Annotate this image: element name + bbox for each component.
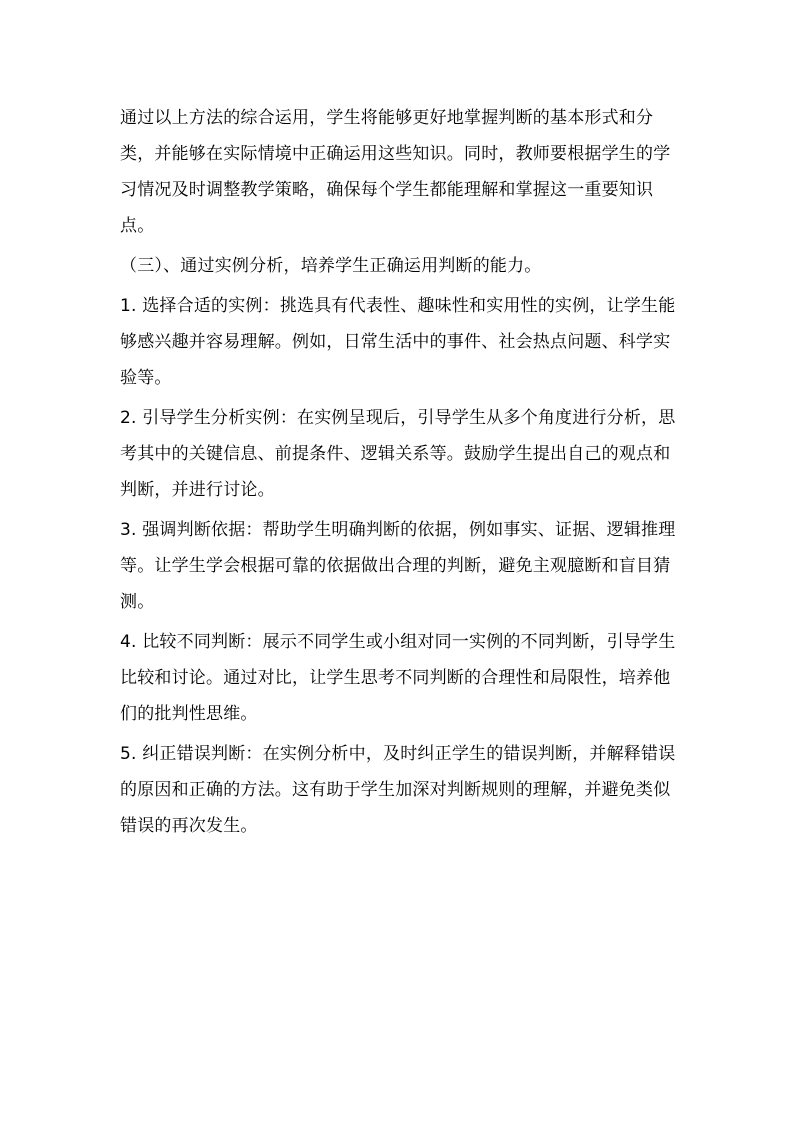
list-item-5: 5. 纠正错误判断：在实例分析中，及时纠正学生的错误判断，并解释错误的原因和正确的方法。这有助于学生加深对判断规则的理解，并避免类似错误的再次发生。	[120, 744, 676, 836]
document-body	[120, 100, 680, 844]
list-item-2: 2. 引导学生分析实例：在实例呈现后，引导学生从多个角度进行分析，思考其中的关键信息、前提条件、逻辑关系等。鼓励学生提出自己的观点和判断，并进行讨论。	[120, 408, 676, 500]
section-heading-3: （三）、通过实例分析，培养学生正确运用判断的能力。	[120, 256, 542, 276]
list-item-1: 1. 选择合适的实例：挑选具有代表性、趣味性和实用性的实例，让学生能够感兴趣并容易理解。例如，日常生活中的事件、社会热点问题、科学实验等。	[120, 296, 676, 388]
paragraph-intro: 通过以上方法的综合运用，学生将能够更好地掌握判断的基本形式和分类，并能够在实际情境中正确运用这些知识。同时，教师要根据学生的学习情况及时调整教学策略，确保每个学生都能理解和掌握这一重要知识点。	[120, 108, 671, 236]
list-item-4: 4. 比较不同判断：展示不同学生或小组对同一实例的不同判断，引导学生比较和讨论。通过对比，让学生思考不同判断的合理性和局限性，培养他们的批判性思维。	[120, 632, 676, 724]
list-item-3: 3. 强调判断依据：帮助学生明确判断的依据，例如事实、证据、逻辑推理等。让学生学会根据可靠的依据做出合理的判断，避免主观臆断和盲目猜测。	[120, 520, 676, 612]
